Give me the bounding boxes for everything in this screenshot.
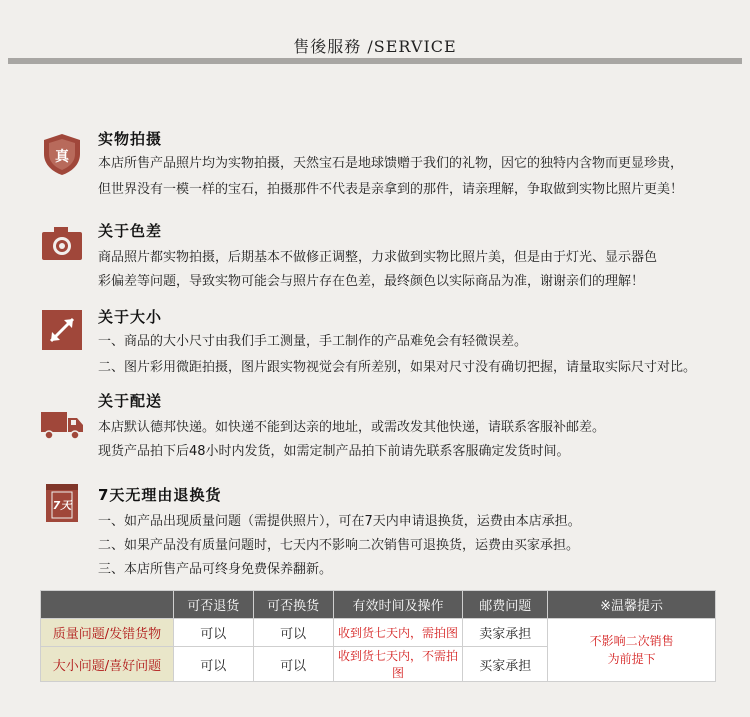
section-title: 关于色差: [98, 222, 163, 240]
section-line: 但世界没有一模一样的宝石，拍摄那件不代表是亲拿到的那件，请亲理解，争取做到实物比照片更美！: [98, 182, 684, 197]
section-line: 彩偏差等问题，导致实物可能会与照片存在色差，最终颜色以实际商品为准，谢谢亲们的理解！: [98, 274, 645, 289]
section-size: [40, 304, 740, 384]
section-title: 实物拍摄: [98, 130, 163, 148]
table-cell: 可以: [173, 619, 253, 647]
section-delivery: [40, 388, 740, 468]
table-row: [41, 619, 716, 647]
header-divider: [8, 58, 742, 64]
page-header: [0, 0, 750, 64]
row-category: 大小问题/喜好问题: [41, 647, 174, 682]
section-title: 关于配送: [98, 392, 163, 410]
table-cell: 可以: [173, 647, 253, 682]
tip-line: 为前提下: [607, 652, 656, 666]
section-line: 商品照片都实物拍摄，后期基本不做修正调整，力求做到实物比照片美，但是由于灯光、显示器色: [98, 250, 658, 265]
section-color-difference: [40, 216, 740, 296]
table-cell: 可以: [253, 619, 333, 647]
tip-cell: [548, 619, 716, 682]
table-header-cell: 有效时间及操作: [333, 591, 463, 619]
real-badge-text: 真: [55, 149, 69, 165]
section-line: 现货产品拍下后48小时内发货，如需定制产品拍下前请先联系客服确定发货时间。: [98, 444, 570, 459]
table-cell: 可以: [253, 647, 333, 682]
truck-icon: [40, 402, 84, 446]
section-line: 一、如产品出现质量问题（需提供照片），可在7天内申请退换货，运费由本店承担。: [98, 514, 581, 529]
table-header-cell: ※温馨提示: [548, 591, 716, 619]
section-line: 本店所售产品照片均为实物拍摄，天然宝石是地球馈赠于我们的礼物，因它的独特内含物而更显珍贵，: [98, 156, 684, 171]
section-title: 关于大小: [98, 308, 163, 326]
return-policy-table: [40, 590, 716, 682]
section-real-photos: [40, 124, 740, 204]
table-header-cell: 邮费问题: [463, 591, 548, 619]
table-cell: 收到货七天内，需拍图: [333, 619, 463, 647]
section-title: 7天无理由退换货: [98, 486, 222, 504]
section-line: 二、图片彩用微距拍摄，图片跟实物视觉会有所差别，如果对尺寸没有确切把握，请量取实际尺寸对比。: [98, 360, 697, 375]
table-cell: 收到货七天内，不需拍图: [333, 647, 463, 682]
camera-icon: [40, 222, 84, 266]
seven-day-badge-text: 7天: [52, 499, 72, 512]
resize-arrow-icon: [40, 308, 84, 352]
table-header-cell: [41, 591, 174, 619]
table-cell: 买家承担: [463, 647, 548, 682]
section-returns: [40, 478, 740, 582]
table-header-cell: 可否退货: [173, 591, 253, 619]
section-line: 一、商品的大小尺寸由我们手工测量，手工制作的产品难免会有轻微误差。: [98, 334, 528, 349]
page-title: 售後服務 /SERVICE: [293, 37, 457, 56]
section-line: 二、如果产品没有质量问题时，七天内不影响二次销售可退换货，运费由买家承担。: [98, 538, 580, 553]
table-header-row: [41, 591, 716, 619]
section-line: 本店默认德邦快递。如快递不能到达亲的地址，或需改发其他快递，请联系客服补邮差。: [98, 420, 606, 435]
section-line: 三、本店所售产品可终身免费保养翻新。: [98, 562, 333, 577]
row-category: 质量问题/发错货物: [41, 619, 174, 647]
table-cell: 卖家承担: [463, 619, 548, 647]
tip-line: 不影响二次销售: [589, 634, 674, 648]
table-header-cell: 可否换货: [253, 591, 333, 619]
